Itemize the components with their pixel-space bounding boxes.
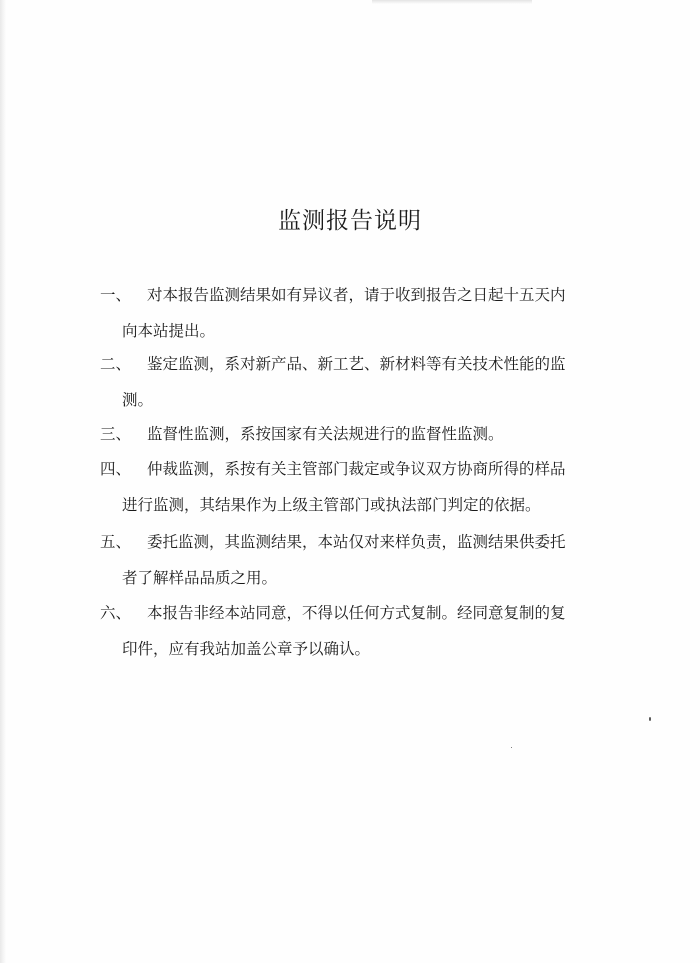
clause-number: 四、 (100, 460, 132, 478)
clause-number: 一、 (100, 286, 132, 304)
clause-continuation: 者了解样品品质之用。 (122, 569, 278, 587)
scan-speck (511, 747, 512, 748)
scan-speck (649, 717, 651, 721)
clause-text: 监督性监测，系按国家有关法规进行的监督性监测。 (147, 425, 504, 443)
clause-item (100, 524, 600, 596)
clause-item (100, 416, 600, 452)
clause-text: 仲裁监测，系按有关主管部门裁定或争议双方协商所得的样品 (147, 460, 566, 478)
clause-first-line (100, 595, 600, 631)
clause-first-line (100, 524, 600, 560)
clause-number: 三、 (100, 425, 132, 443)
clause-item (100, 595, 600, 667)
clause-item (100, 277, 600, 349)
clause-text: 委托监测，其监测结果，本站仅对来样负责，监测结果供委托 (147, 533, 566, 551)
clause-continuation: 印件，应有我站加盖公章予以确认。 (122, 640, 371, 658)
clause-first-line (100, 416, 600, 452)
clause-item (100, 451, 600, 523)
clause-text: 鉴定监测，系对新产品、新工艺、新材料等有关技术性能的监 (147, 355, 566, 373)
scan-edge (0, 0, 6, 963)
clause-first-line (100, 277, 600, 313)
clause-text: 对本报告监测结果如有异议者，请于收到报告之日起十五天内 (147, 286, 566, 304)
clause-text: 本报告非经本站同意，不得以任何方式复制。经同意复制的复 (147, 604, 566, 622)
clause-number: 二、 (100, 355, 132, 373)
clause-number: 五、 (100, 533, 132, 551)
clause-number: 六、 (100, 604, 132, 622)
clause-continuation: 测。 (122, 391, 154, 409)
clause-item (100, 346, 600, 418)
clause-first-line (100, 451, 600, 487)
clause-continuation: 向本站提出。 (122, 322, 216, 340)
document-title: 监测报告说明 (278, 208, 422, 234)
clause-continuation: 进行监测，其结果作为上级主管部门或执法部门判定的依据。 (122, 496, 541, 514)
clause-first-line (100, 346, 600, 382)
scan-mark (372, 0, 532, 4)
